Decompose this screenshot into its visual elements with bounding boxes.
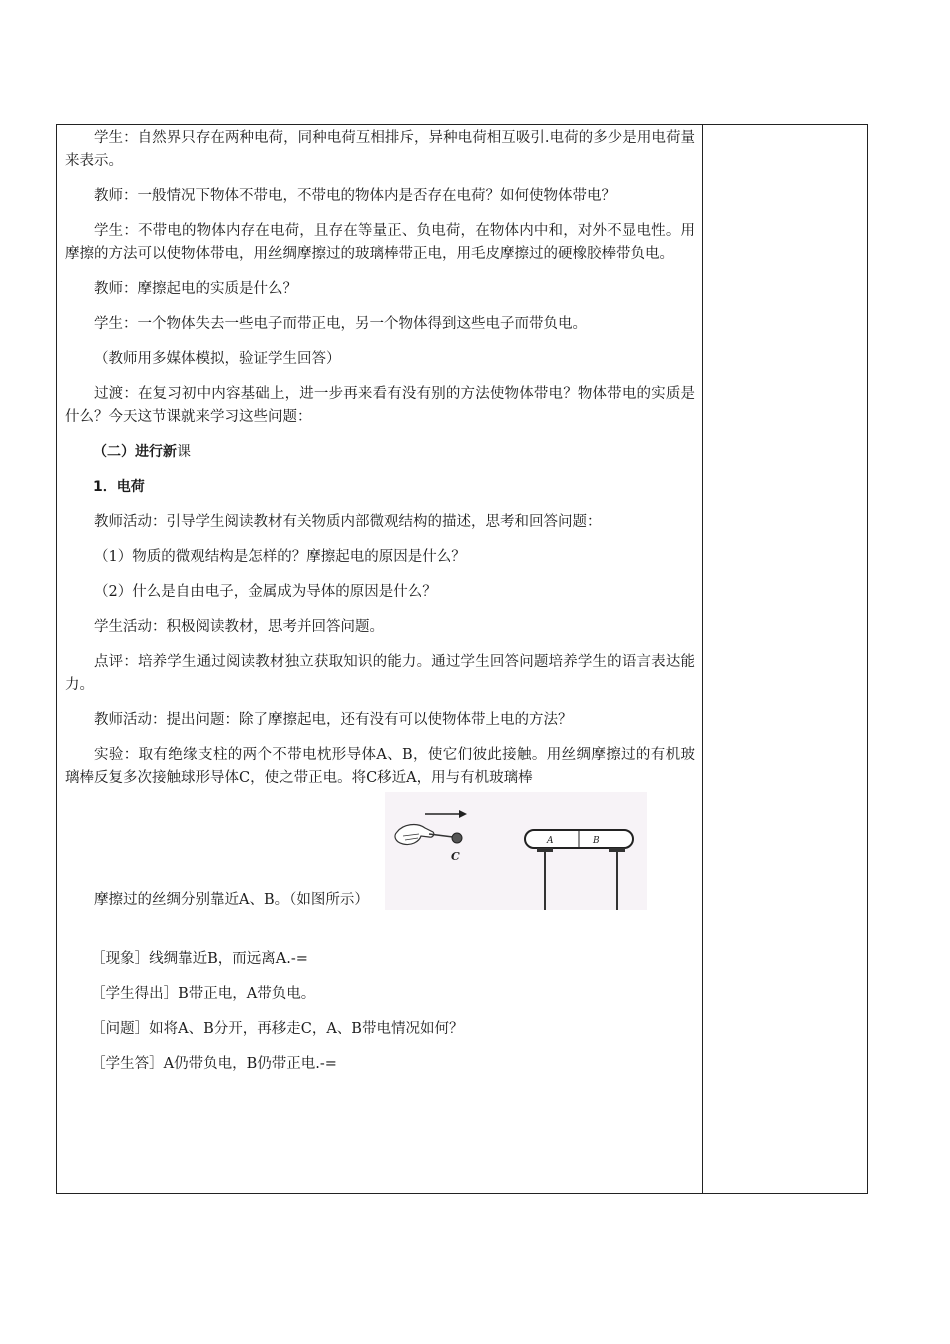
paragraph: 学生：自然界只存在两种电荷，同种电荷互相排斥，异种电荷相互吸引.电荷的多少是用电荷量来表示。 <box>65 130 695 169</box>
section-heading <box>65 441 695 464</box>
paragraph: （教师用多媒体模拟，验证学生回答） <box>94 351 341 367</box>
paragraph: 教师：一般情况下物体不带电，不带电的物体内是否存在电荷？如何使物体带电？ <box>94 188 616 204</box>
column-divider <box>702 125 703 1193</box>
lesson-table <box>56 124 868 1194</box>
section-heading-light: 课 <box>177 444 191 460</box>
paragraph: 点评：培养学生通过阅读教材独立获取知识的能力。通过学生回答问题培养学生的语言表达能力。 <box>65 654 695 693</box>
figure-caption-line: 摩擦过的丝绸分别靠近A、B。（如图所示） <box>94 892 369 908</box>
paragraph: 教师活动：提出问题：除了摩擦起电，还有没有可以使物体带上电的方法？ <box>94 712 573 728</box>
paragraph: 学生活动：积极阅读教材，思考并回答问题。 <box>94 619 384 635</box>
label-c: C <box>451 850 460 863</box>
paragraph: 过渡：在复习初中内容基础上，进一步再来看有没有别的方法使物体带电？物体带电的实质是什么？今天这节课就来学习这些问题： <box>65 386 695 425</box>
paragraph: （1）物质的微观结构是怎样的？摩擦起电的原因是什么？ <box>94 549 466 565</box>
section-heading-bold: （二）进行新 <box>93 444 177 460</box>
paragraph: ［学生答］A仍带负电，B仍带正电.-= <box>91 1056 337 1072</box>
paragraph: 教师：摩擦起电的实质是什么？ <box>94 281 297 297</box>
experiment-figure <box>65 792 695 910</box>
main-content-cell <box>65 127 695 1088</box>
paragraph: 实验：取有绝缘支柱的两个不带电枕形导体A、B，使它们彼此接触。用丝绸摩擦过的有机玻璃棒反复多次接触球形导体C，使之带正电。将C移近A，用与有机玻璃棒 <box>65 747 695 786</box>
paragraph: 学生：不带电的物体内存在电荷，且存在等量正、负电荷，在物体内中和，对外不显电性。用摩擦的方法可以使物体带电，用丝绸摩擦过的玻璃棒带正电，用毛皮摩擦过的硬橡胶棒带负电。 <box>65 223 695 262</box>
label-a: A <box>547 836 554 846</box>
paragraph: 教师活动：引导学生阅读教材有关物质内部微观结构的描述，思考和回答问题： <box>94 514 602 530</box>
paragraph: 学生：一个物体失去一些电子而带正电，另一个物体得到这些电子而带负电。 <box>94 316 587 332</box>
paragraph: （2）什么是自由电子，金属成为导体的原因是什么？ <box>94 584 437 600</box>
label-b: B <box>593 836 600 846</box>
paragraph: ［现象］线绸靠近B，而远离A.-= <box>91 951 308 967</box>
paragraph: ［问题］如将A、B分开，再移走C，A、B带电情况如何？ <box>91 1021 464 1037</box>
paragraph: ［学生得出］B带正电，A带负电。 <box>91 986 316 1002</box>
conductor-illustration <box>385 792 647 910</box>
subheading: 1．电荷 <box>93 479 145 495</box>
